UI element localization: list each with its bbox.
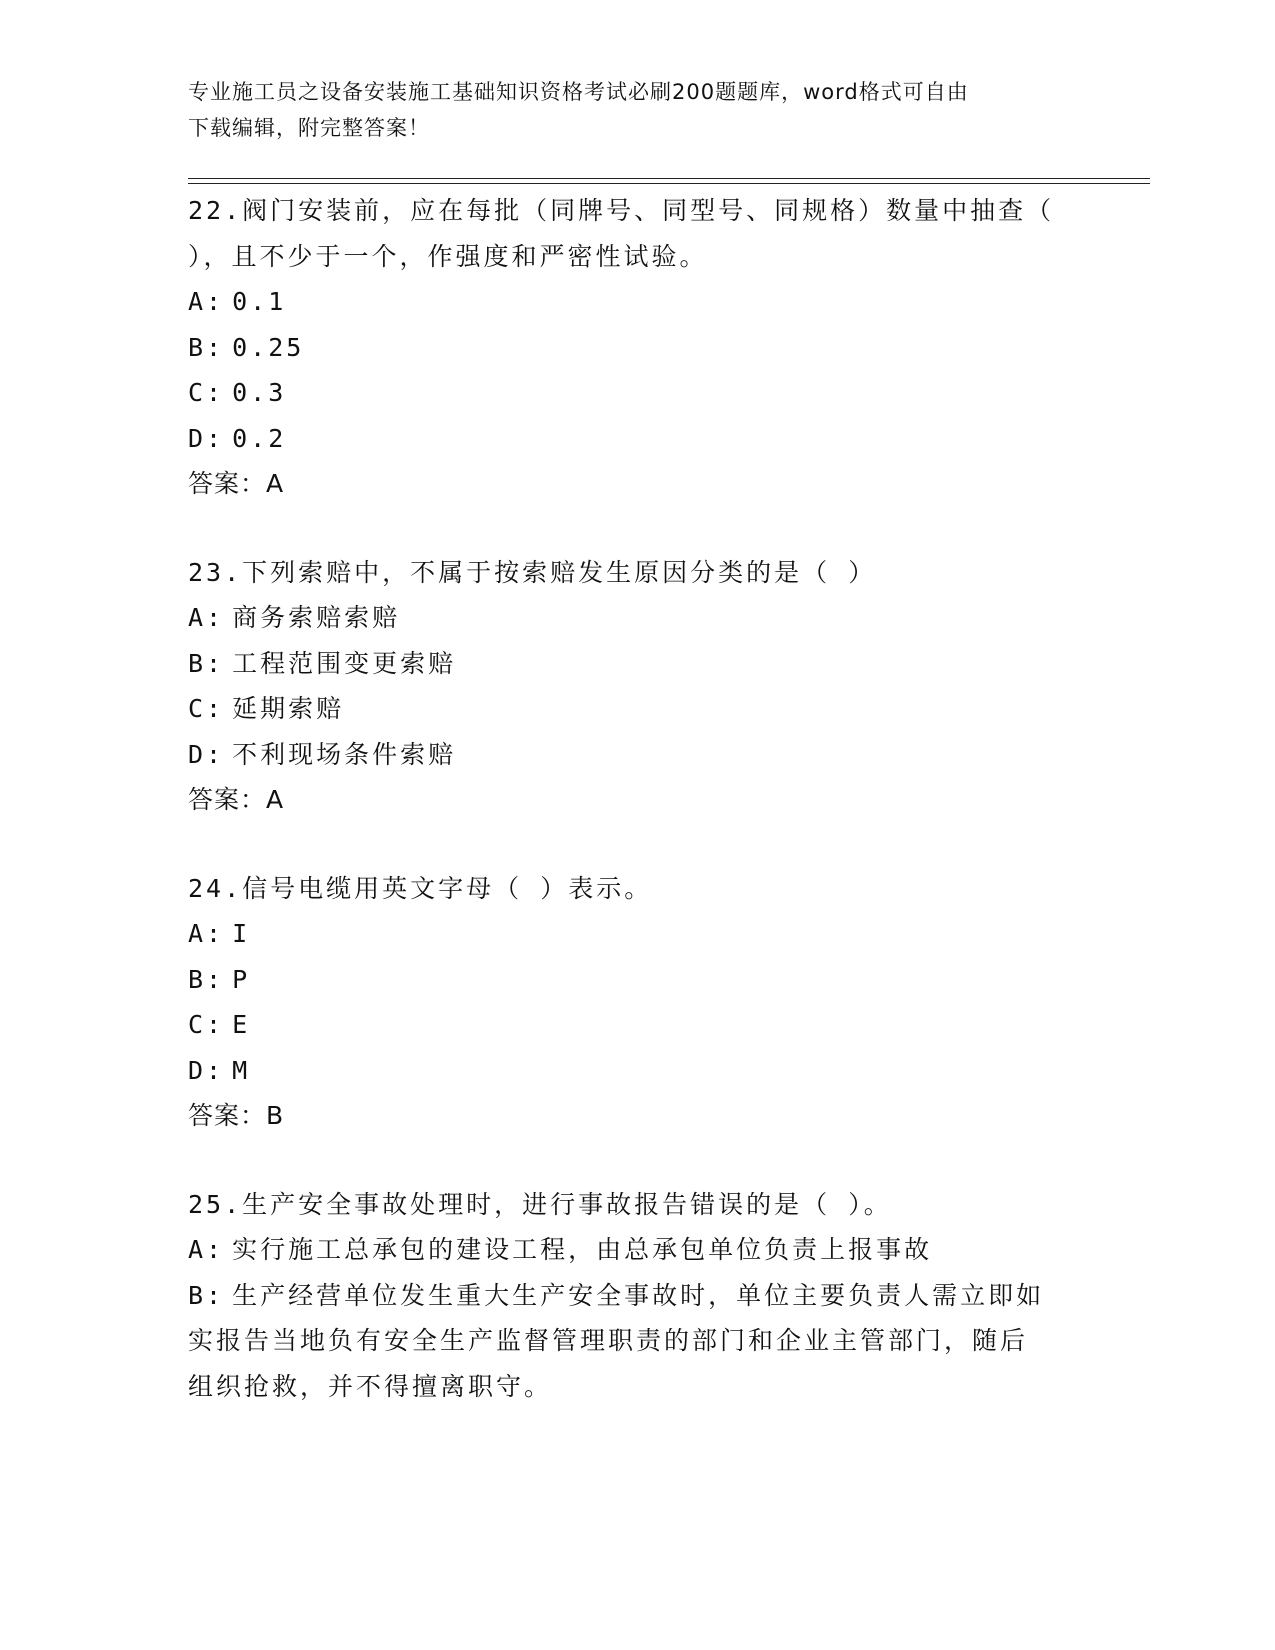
option-text: 生产经营单位发生重大生产安全事故时，单位主要负责人需立即如 [232, 1280, 1045, 1310]
option-c [188, 370, 1088, 416]
option-d [188, 416, 1088, 462]
option-b [188, 325, 1088, 371]
option-b-continuation: 组织抢救，并不得擅离职守。 [188, 1371, 553, 1401]
option-text: 延期索赔 [232, 694, 345, 723]
option-key: A: [188, 919, 225, 948]
option-text: 0.1 [232, 287, 287, 316]
option-d [188, 1048, 1088, 1094]
option-text: P [232, 964, 251, 994]
option-b [188, 957, 1088, 1003]
option-key: A: [188, 287, 225, 316]
question-22 [188, 188, 1088, 507]
option-c [188, 1002, 1088, 1048]
option-d [188, 732, 1088, 778]
option-text: 商务索赔索赔 [232, 603, 401, 632]
answer-line: 答案：B [188, 1101, 285, 1130]
option-text: 0.2 [232, 423, 287, 453]
option-key: B: [188, 332, 225, 362]
question-24 [188, 866, 1088, 1139]
option-c [188, 686, 1088, 732]
answer-line: 答案：A [188, 785, 285, 814]
option-key: D: [188, 739, 225, 769]
option-key: D: [188, 1055, 225, 1085]
option-b [188, 641, 1088, 687]
option-key: A: [188, 603, 225, 632]
option-text: 0.3 [232, 378, 287, 407]
option-b-continuation: 实报告当地负有安全生产监督管理职责的部门和企业主管部门，随后 [188, 1326, 1029, 1355]
question-stem-line: 22.阀门安装前，应在每批（同牌号、同型号、同规格）数量中抽查（ [188, 196, 1055, 225]
question-stem-line: 24.信号电缆用英文字母（ ）表示。 [188, 873, 653, 903]
question-stem-line: ），且不少于一个，作强度和严密性试验。 [188, 241, 708, 271]
option-b [188, 1273, 1088, 1319]
header-divider-bottom [188, 183, 1150, 184]
option-a [188, 1227, 1088, 1273]
option-key: B: [188, 1280, 225, 1310]
option-text: 工程范围变更索赔 [232, 648, 457, 678]
option-key: B: [188, 648, 225, 678]
document-header [188, 74, 1068, 146]
option-key: A: [188, 1235, 225, 1264]
option-text: E [232, 1010, 251, 1039]
answer-line: 答案：A [188, 469, 285, 498]
option-key: B: [188, 964, 225, 994]
question-stem-line: 23.下列索赔中，不属于按索赔发生原因分类的是（ ） [188, 557, 877, 587]
option-key: C: [188, 378, 225, 407]
header-divider-top [188, 178, 1150, 179]
question-stem-line: 25.生产安全事故处理时，进行事故报告错误的是（ ）。 [188, 1189, 892, 1219]
option-text: I [232, 919, 251, 948]
option-key: C: [188, 694, 225, 723]
option-key: C: [188, 1010, 225, 1039]
option-a [188, 279, 1088, 325]
option-key: D: [188, 423, 225, 453]
option-a [188, 595, 1088, 641]
option-text: M [232, 1055, 251, 1085]
question-25 [188, 1182, 1088, 1410]
question-23 [188, 550, 1088, 823]
option-text: 0.25 [232, 332, 305, 362]
option-text: 不利现场条件索赔 [232, 739, 457, 769]
question-list [188, 188, 1088, 1452]
header-line-2: 下载编辑，附完整答案！ [188, 116, 430, 140]
option-text: 实行施工总承包的建设工程，由总承包单位负责上报事故 [232, 1235, 933, 1264]
option-a [188, 911, 1088, 957]
header-line-1: 专业施工员之设备安装施工基础知识资格考试必刷200题题库，word格式可自由 [188, 80, 969, 104]
